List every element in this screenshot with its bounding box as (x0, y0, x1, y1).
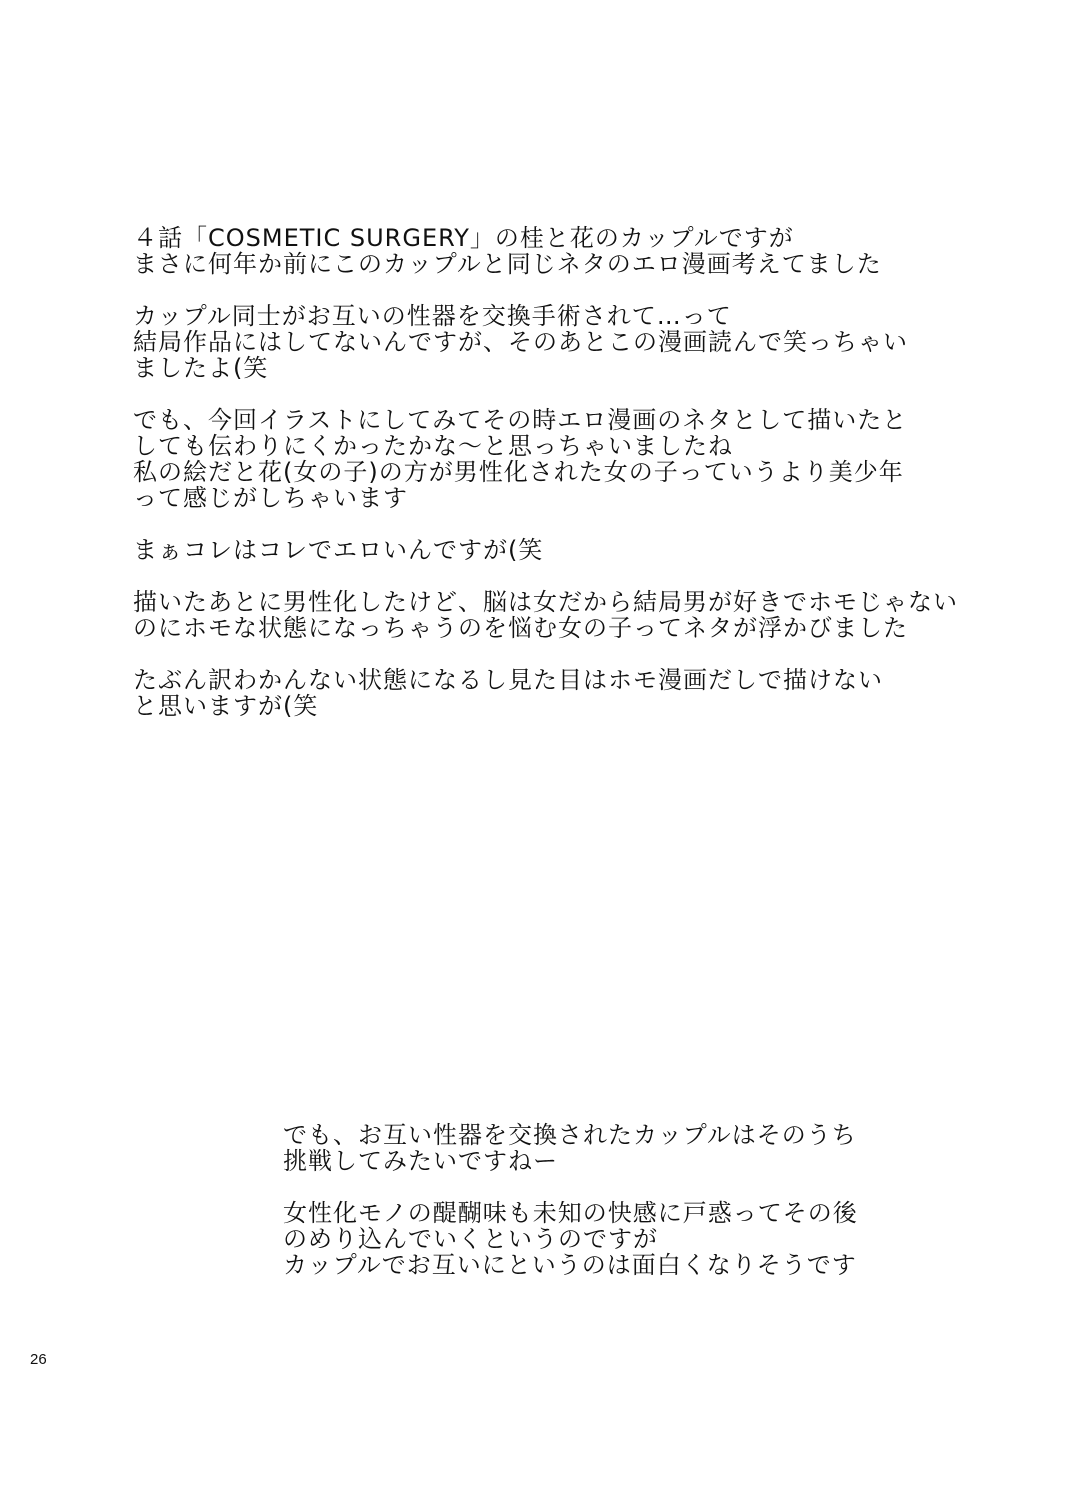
text-line: と思いますが(笑 (133, 692, 319, 720)
text-line: 女性化モノの醍醐味も未知の快感に戸惑ってその後 (283, 1199, 858, 1227)
text-line: ましたよ(笑 (133, 354, 269, 382)
text-line: でも、今回イラストにしてみてその時エロ漫画のネタとして描いたと (133, 406, 908, 434)
text-line: のにホモな状態になっちゃうのを悩む女の子ってネタが浮かびました (133, 614, 908, 642)
paragraph (133, 589, 1013, 641)
paragraph (133, 537, 1013, 563)
text-line: 結局作品にはしてないんですが、そのあとこの漫画読んで笑っちゃい (133, 328, 908, 356)
text-line: たぶん訳わかんない状態になるし見た目はホモ漫画だしで描けない (133, 666, 883, 694)
paragraph (133, 407, 1013, 511)
paragraph (283, 1122, 983, 1174)
text-line: ４話「COSMETIC SURGERY」の桂と花のカップルですが (133, 224, 794, 252)
text-line: カップル同士がお互いの性器を交換手術されて…って (133, 302, 732, 330)
text-line: 挑戦してみたいですねー (283, 1147, 558, 1175)
text-line: しても伝わりにくかったかな～と思っちゃいましたね (133, 432, 733, 460)
lower-text-block (283, 1122, 983, 1278)
text-line: でも、お互い性器を交換されたカップルはそのうち (283, 1121, 857, 1149)
text-line: 私の絵だと花(女の子)の方が男性化された女の子っていうより美少年 (133, 458, 904, 486)
paragraph (133, 303, 1013, 381)
text-line: って感じがしちゃいます (133, 484, 408, 512)
page-number: 26 (30, 1351, 47, 1368)
paragraph (133, 667, 1013, 719)
text-line: 描いたあとに男性化したけど、脳は女だから結局男が好きでホモじゃない (133, 588, 958, 616)
text-line: まぁコレはコレでエロいんですが(笑 (133, 536, 544, 564)
paragraph (283, 1200, 983, 1278)
text-line: のめり込んでいくというのですが (283, 1225, 658, 1253)
main-text-block (133, 225, 1013, 719)
paragraph (133, 225, 1013, 277)
text-line: まさに何年か前にこのカップルと同じネタのエロ漫画考えてました (133, 250, 882, 278)
text-line: カップルでお互いにというのは面白くなりそうです (283, 1251, 857, 1279)
